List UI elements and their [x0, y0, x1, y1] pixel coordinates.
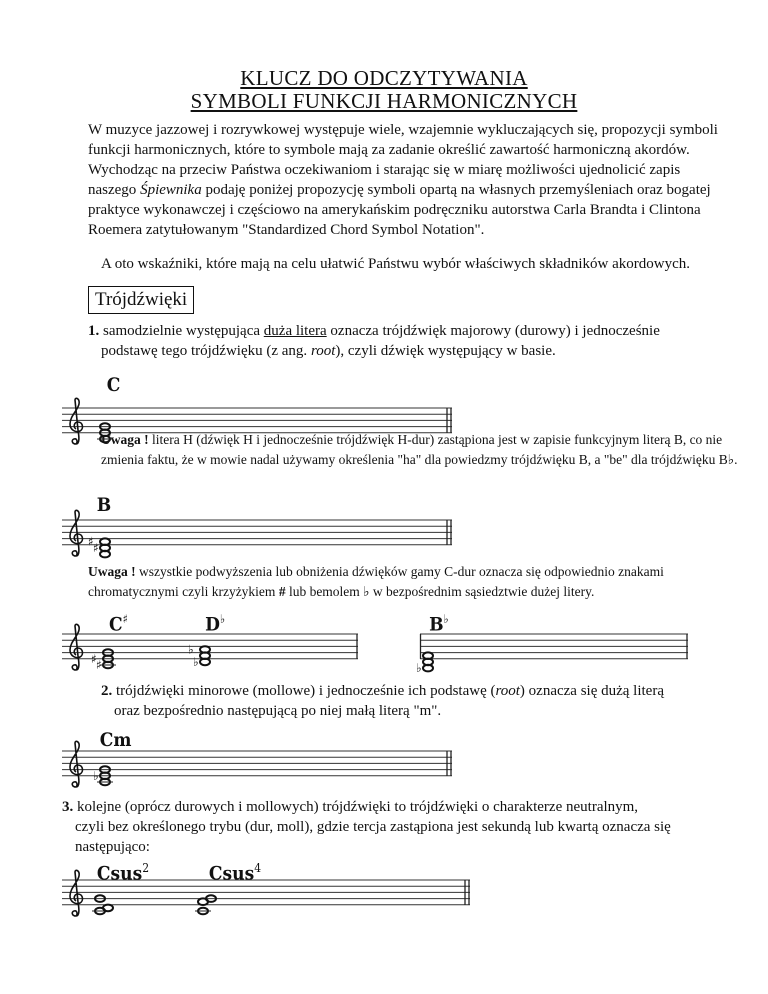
intro-paragraph-2 [88, 160, 728, 240]
note-label: Uwaga ! [101, 432, 149, 447]
item-2-line-2: oraz bezpośrednio następującą po niej małą literą "m". [114, 703, 442, 719]
text: lub bemolem ♭ w bezpośrednim sąsiedztwie dużej litery. [285, 584, 595, 599]
flat-icon: ♭ [416, 661, 422, 676]
item-number: 1. [88, 323, 100, 339]
staff-6 [62, 865, 480, 925]
treble-clef-icon [70, 870, 82, 916]
chord-symbol-c: C [106, 374, 121, 396]
staff-3 [62, 619, 368, 679]
whole-note [200, 646, 210, 653]
underlined-text: duża litera [263, 323, 327, 339]
staff-5 [62, 736, 462, 796]
chord-symbol-d-flat: D♭ [205, 612, 226, 636]
chord-symbol-b: B [96, 494, 112, 516]
note-label: Uwaga ! [88, 564, 136, 579]
sharp-symbol: # [278, 584, 286, 599]
chord-symbol-csus2: Csus$^2$ [96, 861, 150, 885]
text: trójdźwięki minorowe (mollowe) i jednocześnie ich podstawę ( [112, 683, 496, 699]
treble-clef-icon [70, 398, 82, 444]
item-3 [62, 797, 671, 857]
item-1 [88, 321, 660, 361]
chord-notes [416, 652, 433, 675]
spiewnik-italic: Śpiewnika [140, 182, 202, 198]
italic-root: root [310, 343, 336, 359]
section-heading: Trójdźwięki [88, 286, 194, 314]
treble-clef-icon [70, 624, 82, 670]
whole-note [103, 905, 113, 912]
text: wszystkie podwyższenia lub obniżenia dźwięków gamy C-dur oznacza się odpowiednio znakami chromatycznymi czyli krzyżykiem [88, 564, 664, 599]
text: litera H (dźwięk H i jednocześnie trójdźwięk H-dur) zastąpiona jest w zapisie funkcyjnym literą B, co nie zmienia faktu, że w mowie nadal używamy określenia "ha" dla powiedzmy trójdźwięku B, a "be" dla trójdźwięku B♭. [101, 432, 738, 467]
sharp-icon: ♯ [91, 651, 97, 666]
text: oznacza trójdźwięk majorowy (durowy) i jednocześnie [326, 323, 660, 339]
item-3-line-3: następująco: [75, 839, 150, 855]
treble-clef-icon [70, 510, 82, 556]
sharp-icon: ♯ [93, 540, 99, 555]
chord-symbol-cm: Cm [99, 729, 132, 751]
sharp-icon: ♯ [88, 534, 94, 549]
item-number: 3. [62, 799, 74, 815]
intro-paragraph-3: A oto wskaźniki, które mają na celu ułatwić Państwu wybór właściwych składników akordowych. [101, 256, 691, 272]
text: ) oznacza się dużą literą [519, 683, 664, 699]
intro-paragraph-1: W muzyce jazzowej i rozrywkowej występuje wiele, wzajemnie wykluczających się, propozycji symboli funkcji harmonicznych, które to symbole mają za zadanie określić zawartość harmoniczną akordów. [88, 122, 718, 158]
treble-clef-icon [70, 741, 82, 787]
staff-2 [62, 505, 462, 565]
title-line-1: KLUCZ DO ODCZYTYWANIA [240, 66, 528, 90]
text: Wychodząc na przeciw Państwa oczekiwaniom i starając się w miarę możliwości ujednolicić zapis naszego [88, 162, 681, 198]
item-number: 2. [101, 683, 113, 699]
chord-symbol-csus4: Csus$^4$ [208, 861, 262, 885]
title-line-2: SYMBOLI FUNKCJI HARMONICZNYCH [190, 89, 578, 113]
whole-note [423, 652, 433, 659]
text: ), czyli dźwięk występujący w basie. [335, 343, 556, 359]
staff-4 [416, 619, 698, 679]
chord-symbol-c-sharp: C♯ [109, 612, 128, 636]
item-1-line-2 [88, 341, 660, 361]
whole-note [100, 538, 110, 545]
text: podaję poniżej propozycję symboli opartą na własnych przemyśleniach oraz bogatej praktyce wykonawczej i częściowo na amerykańskim podręczniku autorstwa Carla Brandta i Clintona Roemera zatytułowanym "Standardized Chord Symbol Notation". [88, 182, 711, 238]
sharp-icon: ♯ [96, 658, 102, 672]
chord-notes [91, 649, 116, 672]
chord-symbol-b-flat: B♭ [429, 612, 449, 636]
staff-1 [62, 393, 462, 453]
item-3-line-2: czyli bez określonego trybu (dur, moll), gdzie tercja zastąpiona jest sekundą lub kwartą oznacza się [75, 819, 671, 835]
intro-text [88, 120, 728, 240]
flat-icon: ♭ [193, 654, 199, 669]
text: kolejne (oprócz durowych i mollowych) trójdźwięki to trójdźwięki o charakterze neutralnym, [73, 799, 639, 815]
flat-icon: ♭ [188, 642, 194, 657]
item-2 [101, 681, 664, 721]
text: podstawę tego trójdźwięku (z ang. [101, 343, 311, 359]
note-2 [88, 562, 728, 602]
flat-icon: ♭ [93, 768, 99, 783]
italic-root: root [495, 683, 520, 699]
text: samodzielnie występująca [99, 323, 264, 339]
